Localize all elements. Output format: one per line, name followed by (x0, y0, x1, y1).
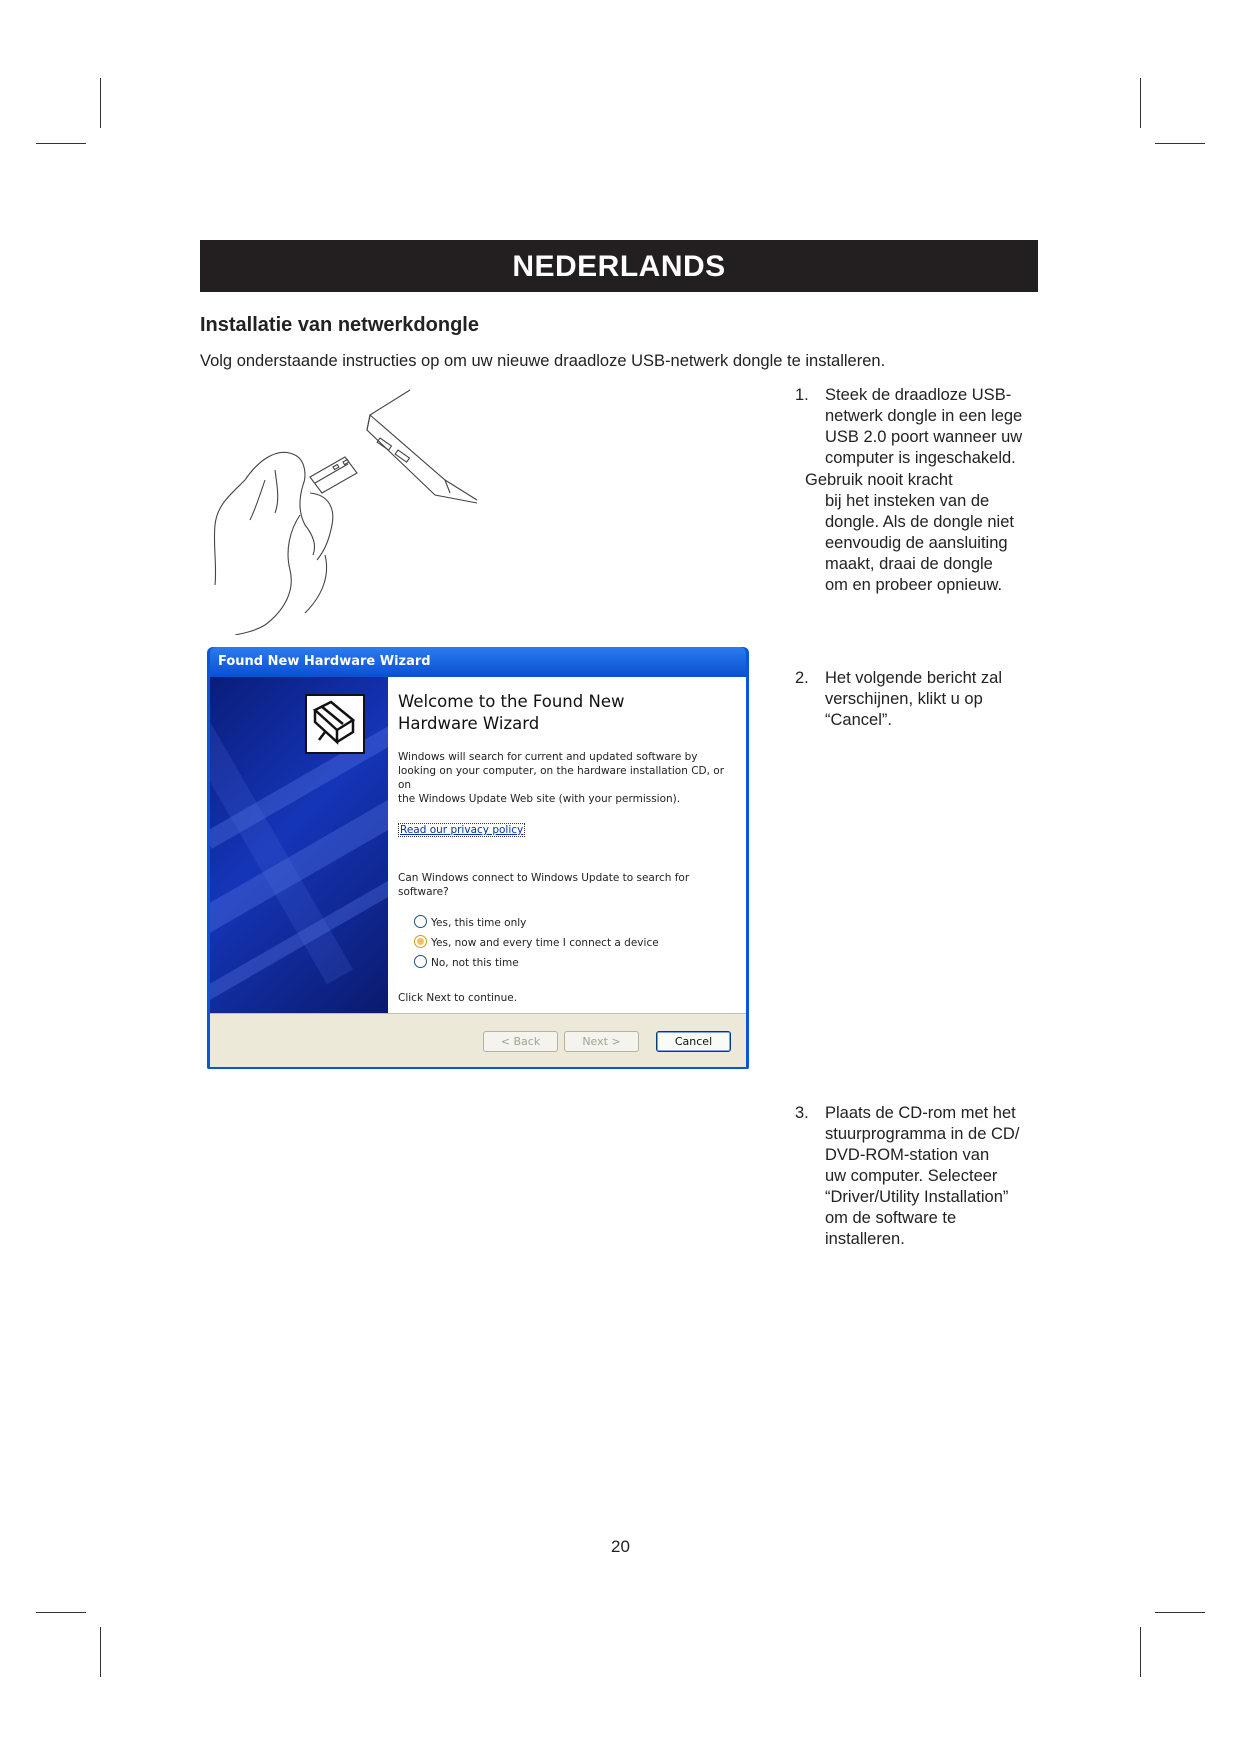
step-line: “Driver/Utility Installation” (825, 1188, 1009, 1206)
step-line: “Cancel”. (825, 711, 892, 729)
radio-label: No, not this time (431, 957, 519, 969)
wizard-heading-line: Hardware Wizard (398, 714, 540, 733)
note-line: dongle. Als de dongle niet (825, 513, 1014, 531)
radio-option-no[interactable] (414, 955, 519, 969)
wizard-question (398, 871, 733, 899)
step-1 (795, 385, 1045, 469)
wizard-heading (398, 691, 718, 735)
description-line: Windows will search for current and updated software by (398, 751, 698, 763)
next-button[interactable]: Next > (564, 1031, 639, 1052)
note-line: maakt, draai de dongle (825, 555, 993, 573)
note-line: eenvoudig de aansluiting (825, 534, 1008, 552)
radio-label: Yes, this time only (431, 917, 527, 929)
privacy-policy-link[interactable]: Read our privacy policy (400, 824, 524, 836)
crop-mark (1155, 143, 1205, 144)
step-line: Steek de draadloze USB- (825, 386, 1012, 404)
back-button[interactable]: < Back (483, 1031, 558, 1052)
wizard-button-bar (210, 1013, 746, 1067)
radio-label: Yes, now and every time I connect a device (431, 937, 659, 949)
step-line: uw computer. Selecteer (825, 1167, 998, 1185)
step-line: installeren. (825, 1230, 905, 1248)
section-title: Installatie van netwerkdongle (200, 314, 479, 336)
radio-option-yes-always[interactable] (414, 935, 659, 949)
step-number: 3. (795, 1104, 809, 1122)
cancel-button[interactable]: Cancel (656, 1031, 731, 1052)
question-line: software? (398, 886, 449, 898)
note-line: om en probeer opnieuw. (825, 576, 1003, 594)
crop-mark (36, 143, 86, 144)
step-line: verschijnen, klikt u op (825, 690, 983, 708)
found-new-hardware-wizard (207, 647, 749, 1069)
radio-option-yes-once[interactable] (414, 915, 526, 929)
usb-dongle-illustration (205, 385, 495, 635)
wizard-content (388, 677, 746, 1013)
wizard-title: Found New Hardware Wizard (218, 654, 431, 669)
continue-hint: Click Next to continue. (398, 992, 518, 1004)
wizard-titlebar (210, 647, 746, 677)
note-line: bij het insteken van de (825, 492, 990, 510)
description-line: the Windows Update Web site (with your permission). (398, 793, 681, 805)
question-line: Can Windows connect to Windows Update to search for (398, 872, 690, 884)
crop-mark (100, 78, 101, 128)
note-line: Gebruik nooit kracht (805, 471, 953, 489)
radio-button[interactable] (414, 955, 427, 968)
radio-button-selected[interactable] (414, 935, 427, 948)
step-line: USB 2.0 poort wanneer uw (825, 428, 1023, 446)
wizard-description (398, 750, 733, 806)
step-2 (795, 668, 1045, 731)
description-line: looking on your computer, on the hardware installation CD, or on (398, 765, 725, 791)
step-line: stuurprogramma in de CD/ (825, 1125, 1020, 1143)
radio-button[interactable] (414, 915, 427, 928)
page-number: 20 (611, 1537, 630, 1556)
crop-mark (100, 1627, 101, 1677)
step-line: Het volgende bericht zal (825, 669, 1003, 687)
caution-note (805, 470, 1045, 596)
hardware-icon (305, 694, 365, 754)
step-number: 2. (795, 669, 809, 687)
step-3 (795, 1103, 1045, 1250)
step-line: Plaats de CD-rom met het (825, 1104, 1016, 1122)
step-line: computer is ingeschakeld. (825, 449, 1016, 467)
step-number: 1. (795, 386, 809, 404)
crop-mark (36, 1612, 86, 1613)
step-line: netwerk dongle in een lege (825, 407, 1023, 425)
wizard-side-banner (210, 677, 388, 1013)
crop-mark (1155, 1612, 1205, 1613)
crop-mark (1140, 1627, 1141, 1677)
crop-mark (1140, 78, 1141, 128)
wizard-heading-line: Welcome to the Found New (398, 692, 625, 711)
step-line: om de software te (825, 1209, 957, 1227)
step-line: DVD-ROM-station van (825, 1146, 990, 1164)
language-header: NEDERLANDS (200, 240, 1038, 292)
intro-text: Volg onderstaande instructies op om uw nieuwe draadloze USB-netwerk dongle te installeren. (200, 352, 886, 370)
